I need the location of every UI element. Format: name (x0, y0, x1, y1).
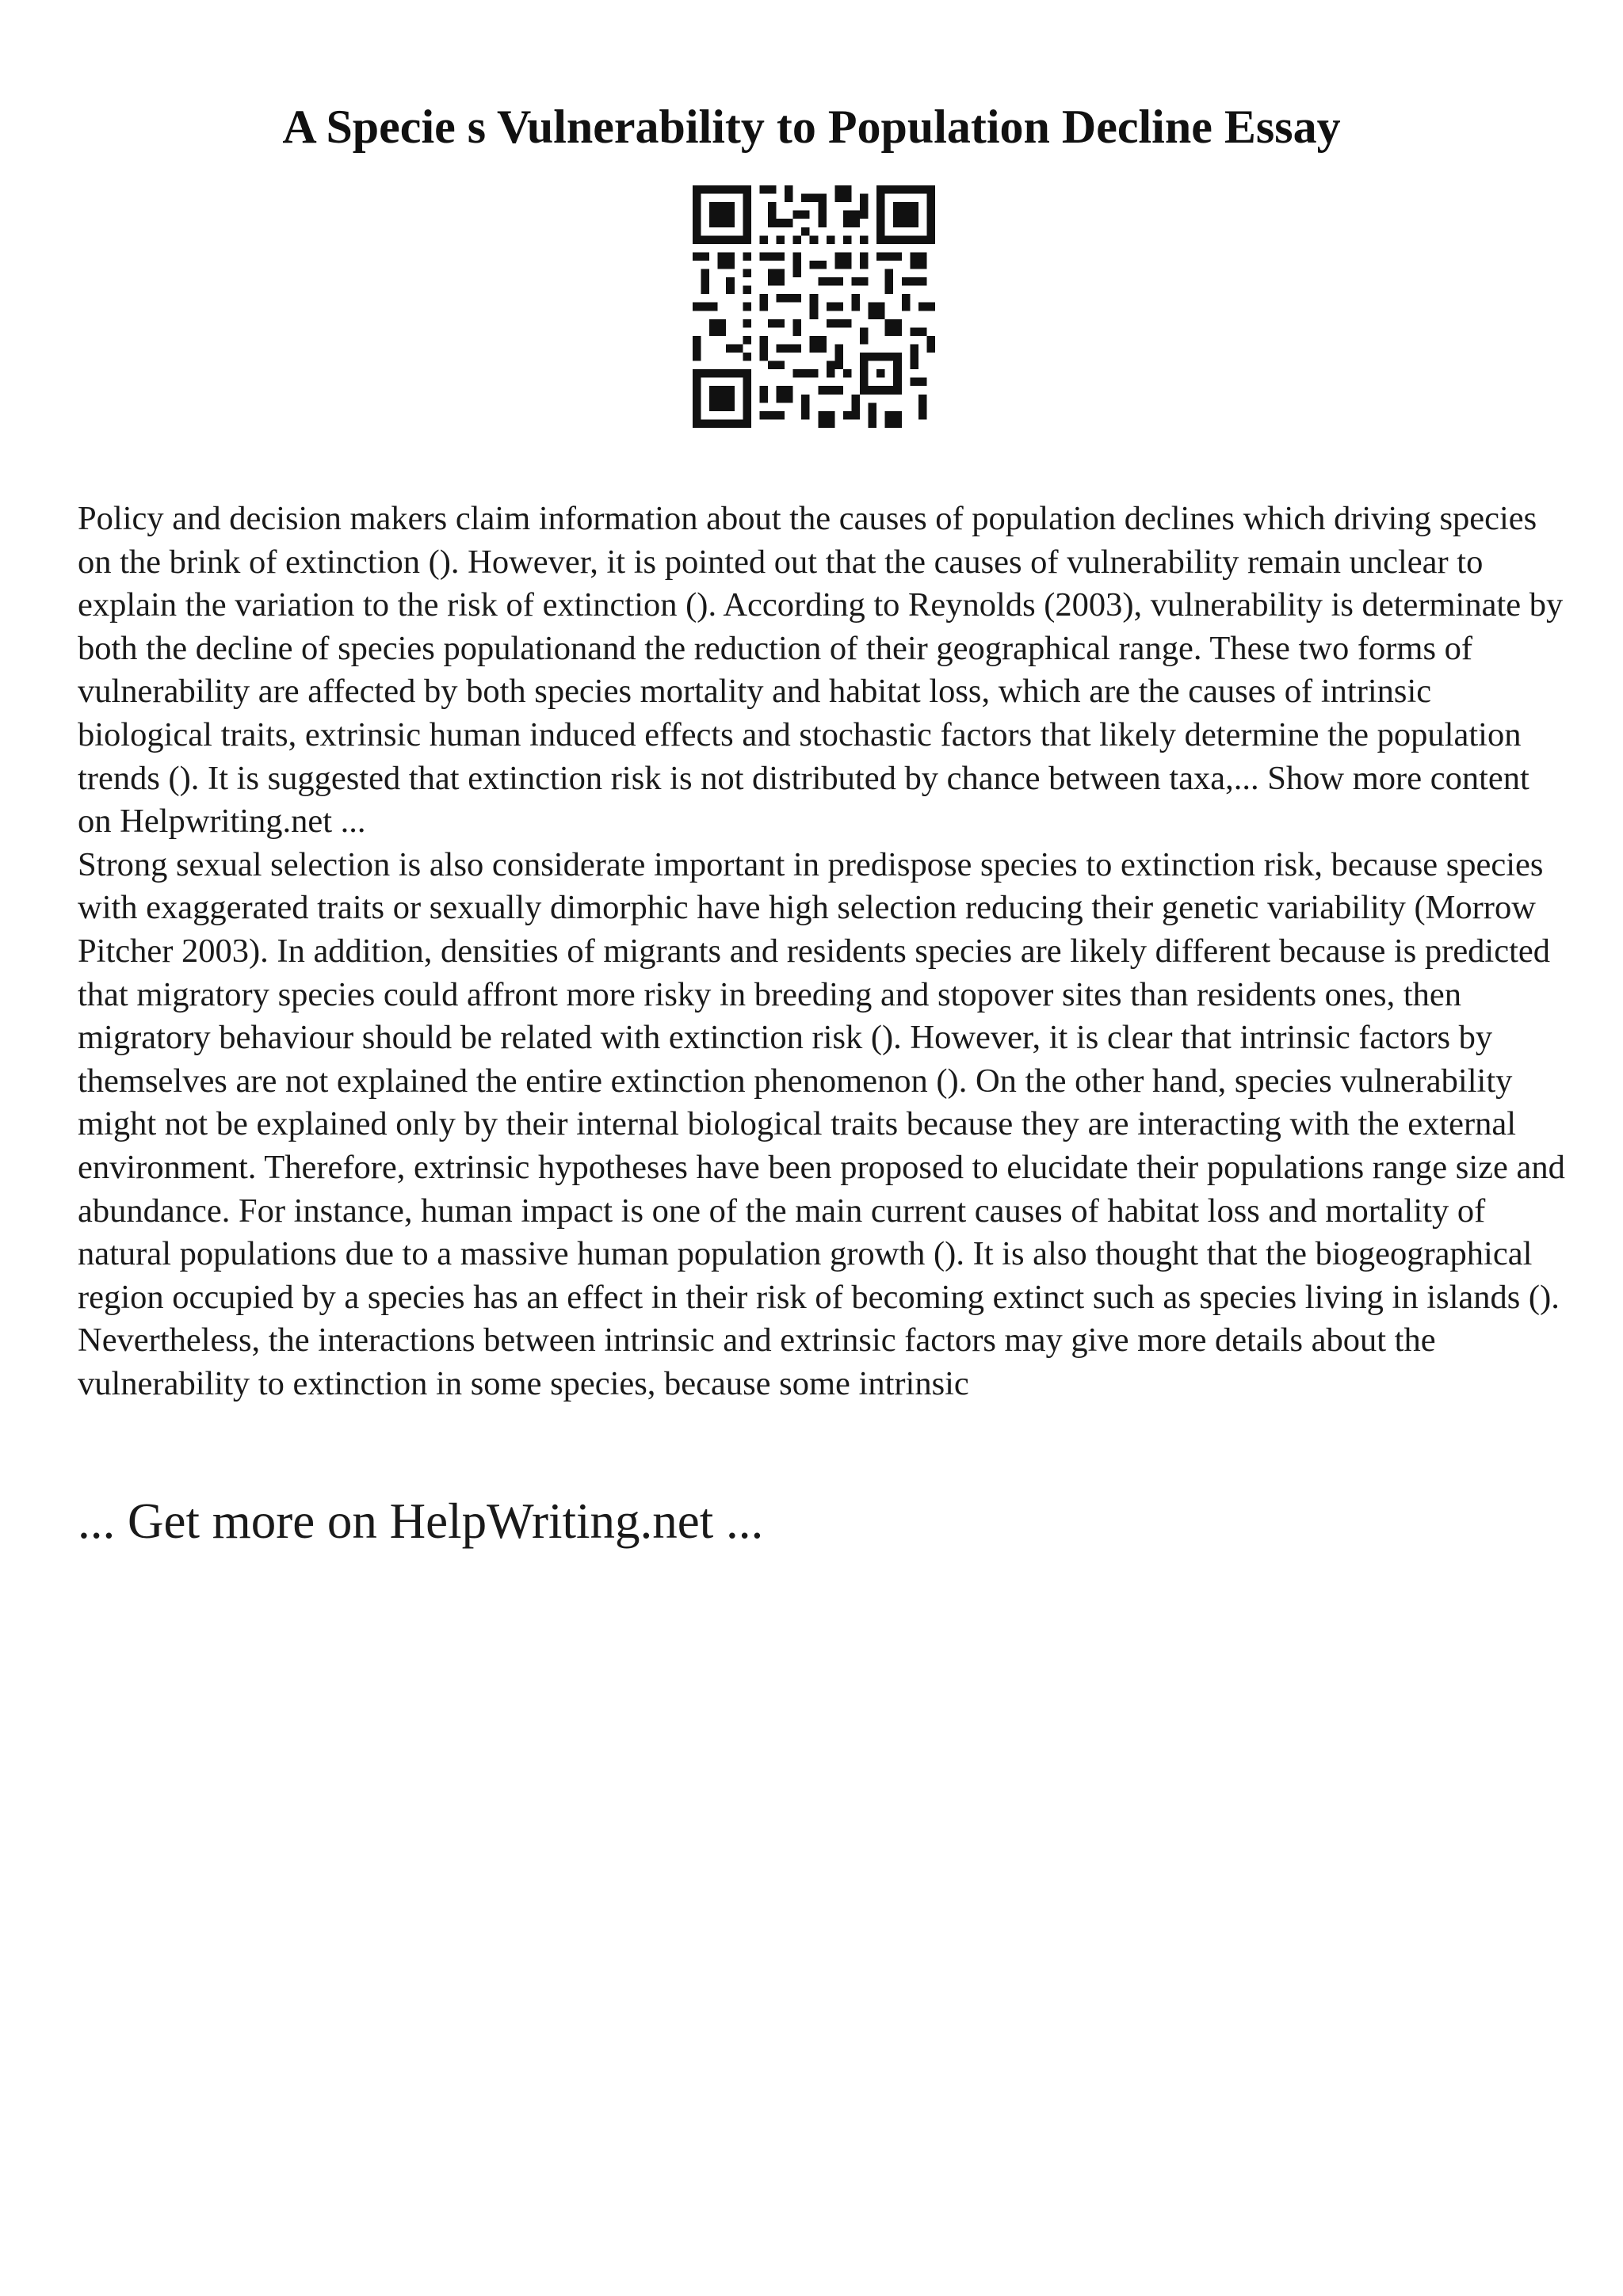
essay-paragraph-1: Policy and decision makers claim information about the causes of population declines which driving species on the brink of extinction (). However, it is pointed out that the causes of vulnerability remain unclear to explain the variation to the risk of extinction (). According to Reynolds (2003), vulnerability is determinate by both the decline of species populationand the reduction of their geographical range. These two forms of vulnerability are affected by both species mortality and habitat loss, which are the causes of intrinsic biological traits, extrinsic human induced effects and stochastic factors that likely determine the population trends (). It is suggested that extinction risk is not distributed by chance between taxa,... Show more content on Helpwriting.net ... (78, 500, 1564, 841)
get-more-link[interactable]: ... Get more on HelpWriting.net ... (78, 1493, 764, 1549)
qr-code-icon (693, 185, 935, 428)
essay-body (78, 498, 1568, 1405)
page-title: A Specie s Vulnerability to Population Decline Essay (282, 101, 1341, 153)
essay-paragraph-2: Strong sexual selection is also considerate important in predispose species to extinction risk, because species with exaggerated traits or sexually dimorphic have high selection reducing their genetic variability (Morrow Pitcher 2003). In addition, densities of migrants and residents species are likely different because is predicted that migratory species could affront more risky in breeding and stopover sites than residents ones, then migratory behaviour should be related with extinction risk (). However, it is clear that intrinsic factors by themselves are not explained the entire extinction phenomenon (). On the other hand, species vulnerability might not be explained only by their internal biological traits because they are interacting with the external environment. Therefore, extrinsic hypotheses have been proposed to elucidate their populations range size and abundance. For instance, human impact is one of the main current causes of habitat loss and mortality of natural populations due to a massive human population growth (). It is also thought that the biogeographical region occupied by a species has an effect in their risk of becoming extinct such as species living in islands (). Nevertheless, the interactions between intrinsic and extrinsic factors may give more details about the vulnerability to extinction in some species, because some intrinsic (78, 845, 1565, 1402)
